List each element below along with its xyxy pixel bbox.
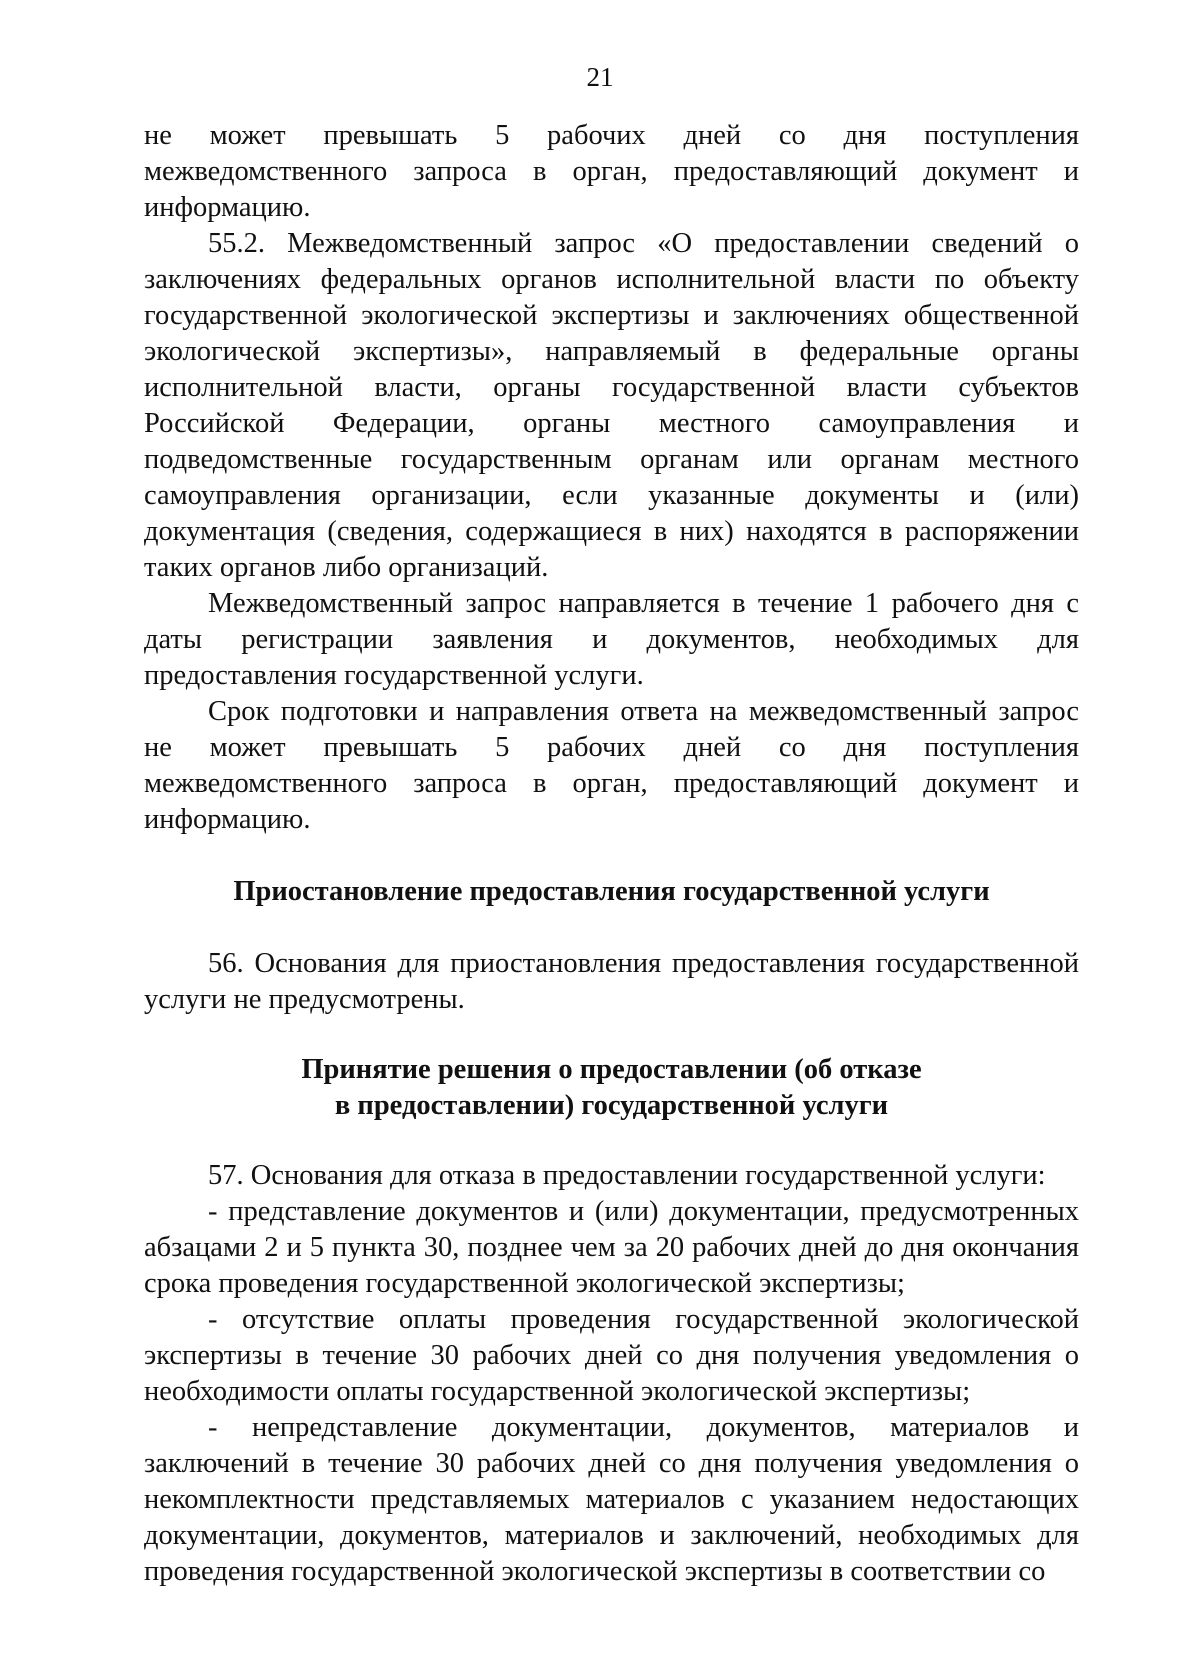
section-heading-decision-line1: Принятие решения о предоставлении (об отказе <box>301 1054 922 1085</box>
list-item-refusal-ground: - отсутствие оплаты проведения государственной экологической экспертизы в течение 30 рабочих дней со дня получения уведомления о необходимости оплаты государственной экологической экспертизы; <box>144 1304 1079 1407</box>
list-item-refusal-ground: - непредставление документации, документов, материалов и заключений в течение 30 рабочих дней со дня получения уведомления о некомплектности представляемых материалов с указанием недостающих документации, документов, материалов и заключений, необходимых для проведения государственной экологической экспертизы в соответствии со <box>144 1412 1079 1587</box>
section-heading-decision <box>144 1052 1079 1124</box>
paragraph-request-deadline: Межведомственный запрос направляется в течение 1 рабочего дня с даты регистрации заявления и документов, необходимых для предоставления государственной услуги. <box>144 588 1079 691</box>
section-heading-suspension: Приостановление предоставления государственной услуги <box>233 876 990 907</box>
section-heading-decision-line2: в предоставлении) государственной услуги <box>334 1090 889 1121</box>
paragraph-56: 56. Основания для приостановления предоставления государственной услуги не предусмотрены. <box>144 948 1079 1015</box>
paragraph-response-deadline: Срок подготовки и направления ответа на межведомственный запрос не может превышать 5 рабочих дней со дня поступления межведомственного запроса в орган, предоставляющий документ и информацию. <box>144 696 1079 835</box>
paragraph-55-2: 55.2. Межведомственный запрос «О предоставлении сведений о заключениях федеральных органов исполнительной власти по объекту государственной экологической экспертизы и заключениях общественной экологической экспертизы», направляемый в федеральные органы исполнительной власти, органы государственной власти субъектов Российской Федерации, органы местного самоуправления и подведомственные государственным органам или органам местного самоуправления организации, если указанные документы и (или) документация (сведения, содержащиеся в них) находятся в распоряжении таких органов либо организаций. <box>144 228 1079 583</box>
paragraph-57: 57. Основания для отказа в предоставлении государственной услуги: <box>208 1160 1046 1191</box>
paragraph-continuation: не может превышать 5 рабочих дней со дня поступления межведомственного запроса в орган, предоставляющий документ и информацию. <box>144 120 1079 223</box>
list-item-refusal-ground: - представление документов и (или) документации, предусмотренных абзацами 2 и 5 пункта 30, позднее чем за 20 рабочих дней до дня окончания срока проведения государственной экологической экспертизы; <box>144 1196 1079 1299</box>
page-number: 21 <box>586 62 614 92</box>
document-body <box>144 118 1079 1590</box>
